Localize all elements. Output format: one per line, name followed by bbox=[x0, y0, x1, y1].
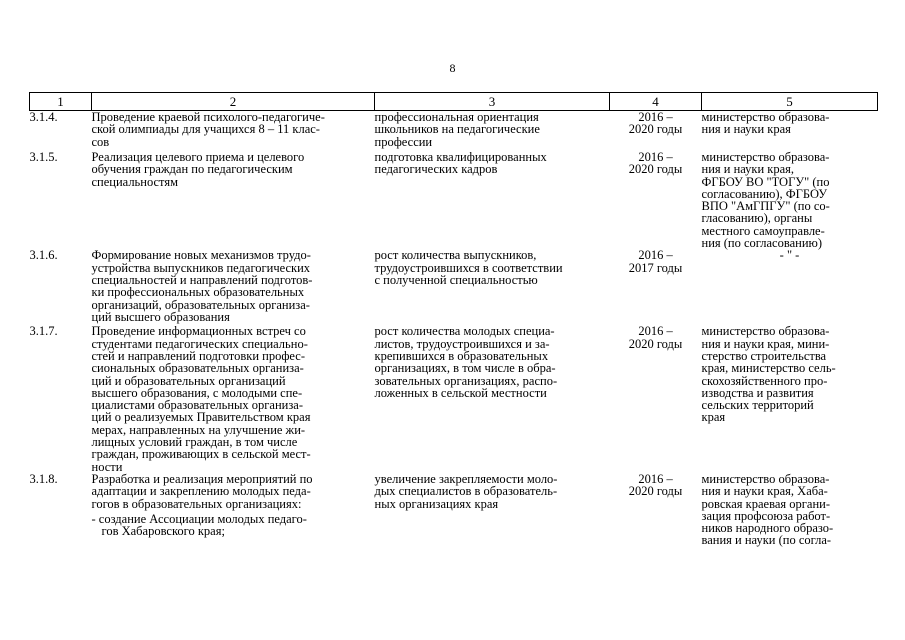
years-cell bbox=[610, 325, 702, 473]
text-line: обучения граждан по педагогическим bbox=[91, 162, 293, 177]
text-line: специальностей и направлений подготов- bbox=[91, 272, 313, 287]
text-line: студентами педагогических специально- bbox=[91, 336, 308, 351]
years-cell bbox=[610, 151, 702, 249]
text-line: организаций, образовательных организа- bbox=[91, 297, 310, 312]
result-cell bbox=[375, 111, 610, 152]
text-line: Разработка и реализация мероприятий по bbox=[91, 471, 313, 486]
column-header-result: 3 bbox=[375, 93, 610, 111]
text-line: ций о реализуемых Правительством края bbox=[91, 410, 311, 425]
executor-cell bbox=[702, 111, 878, 152]
text-line: подготовка квалифицированных bbox=[374, 150, 547, 164]
text-line: ников народного образо- bbox=[701, 521, 834, 536]
text-line: вания и науки (по согла- bbox=[701, 533, 832, 548]
text-line: - создание Ассоциации молодых педаго- bbox=[91, 511, 307, 526]
text-line: 2016 – bbox=[638, 110, 673, 124]
text-line: гласованию), органы bbox=[701, 211, 813, 226]
text-line: 2016 – bbox=[638, 248, 673, 263]
ditto-mark: - " - bbox=[779, 248, 800, 263]
sub-item bbox=[92, 513, 375, 538]
measures-table bbox=[29, 92, 878, 593]
text-line: зация профсоюза работ- bbox=[701, 508, 831, 523]
text-line: мерах, направленных на улучшение жи- bbox=[91, 422, 306, 437]
text-line: сов bbox=[91, 134, 110, 149]
text-line: стей и направлений подготовки профес- bbox=[91, 348, 306, 363]
text-line: трудоустроившихся в соответствии bbox=[374, 260, 563, 275]
table-row bbox=[30, 111, 878, 152]
text-line: организациях, в том числе в обра- bbox=[374, 361, 556, 376]
item-number: 3.1.5. bbox=[29, 150, 58, 164]
table-row bbox=[30, 151, 878, 249]
text-line: с полученной специальностью bbox=[374, 272, 538, 287]
text-line: министерство образова- bbox=[701, 110, 830, 124]
item-number: 3.1.8. bbox=[29, 471, 58, 486]
text-line: ки профессиональных образовательных bbox=[91, 285, 305, 300]
text-line: рост количества молодых специа- bbox=[374, 324, 555, 339]
text-line: высшего образования, с молодыми спе- bbox=[91, 385, 303, 400]
text-line: ния и науки края, Хаба- bbox=[701, 484, 828, 499]
column-header-activity: 2 bbox=[92, 93, 375, 111]
text-line: увеличение закрепляемости моло- bbox=[374, 471, 558, 486]
text-line: педагогических кадров bbox=[374, 162, 498, 177]
text-line: адаптации и закреплению молодых педа- bbox=[91, 484, 311, 499]
table-row bbox=[30, 473, 878, 593]
text-line: министерство образова- bbox=[701, 324, 830, 339]
text-line: специальностям bbox=[91, 174, 179, 189]
text-line: изводства и развития bbox=[701, 385, 814, 400]
column-header-number: 1 bbox=[30, 93, 92, 111]
text-line: гогов в образовательных организациях: bbox=[91, 496, 302, 511]
text-line: стерство строительства bbox=[701, 348, 827, 363]
result-cell bbox=[375, 473, 610, 593]
text-line: ций и образовательных организаций bbox=[91, 373, 286, 388]
executor-cell bbox=[702, 249, 878, 325]
result-cell bbox=[375, 325, 610, 473]
activity-cell bbox=[92, 325, 375, 473]
text-line: скохозяйственного про- bbox=[701, 373, 828, 388]
table-row bbox=[30, 325, 878, 473]
text-line: 2020 годы bbox=[628, 484, 683, 499]
text-line: ния и науки края, bbox=[701, 162, 795, 177]
text-line: зовательных организациях, распо- bbox=[374, 373, 558, 388]
column-header-years: 4 bbox=[610, 93, 702, 111]
text-line: школьников на педагогические bbox=[374, 122, 540, 137]
text-line: согласованию), ФГБОУ bbox=[701, 186, 828, 201]
text-line: ния и науки края bbox=[701, 122, 791, 137]
text-line: рост количества выпускников, bbox=[374, 248, 537, 263]
text-line: дых специалистов в образователь- bbox=[374, 484, 558, 499]
years-cell bbox=[610, 111, 702, 152]
years-cell bbox=[610, 473, 702, 593]
text-line: ФГБОУ ВО "ТОГУ" (по bbox=[701, 174, 830, 189]
text-line: 2016 – bbox=[638, 324, 673, 339]
text-line: профессиональная ориентация bbox=[374, 110, 539, 124]
text-line: 2020 годы bbox=[628, 122, 683, 137]
text-line: граждан, проживающих в сельской мест- bbox=[91, 447, 311, 462]
text-line: 2016 – bbox=[638, 150, 673, 164]
activity-cell bbox=[92, 111, 375, 152]
result-cell bbox=[375, 249, 610, 325]
text-line: ций высшего образования bbox=[91, 309, 230, 324]
executor-cell bbox=[702, 151, 878, 249]
text-line: ровская краевая органи- bbox=[701, 496, 830, 511]
text-line: 2016 – bbox=[638, 471, 673, 486]
text-line: 2020 годы bbox=[628, 336, 683, 351]
activity-cell bbox=[92, 249, 375, 325]
text-line: края bbox=[701, 410, 726, 425]
text-line: Проведение краевой психолого-педагогиче- bbox=[91, 110, 325, 124]
text-line: министерство образова- bbox=[701, 150, 830, 164]
text-line: ской олимпиады для учащихся 8 – 11 клас- bbox=[91, 122, 320, 137]
text-line: крепившихся в образовательных bbox=[374, 348, 549, 363]
page-number: 8 bbox=[449, 61, 456, 75]
text-line: ложенных в сельской местности bbox=[374, 385, 547, 400]
text-line: ния (по согласованию) bbox=[701, 236, 823, 251]
text-line: ния и науки края, мини- bbox=[701, 336, 830, 351]
text-line: циалистами образовательных организа- bbox=[91, 398, 303, 413]
text-line: устройства выпускников педагогических bbox=[91, 260, 311, 275]
text-line: края, министерство сель- bbox=[701, 361, 836, 376]
text-line: 2017 годы bbox=[628, 260, 683, 275]
text-line: министерство образова- bbox=[701, 471, 830, 486]
item-number: 3.1.6. bbox=[29, 248, 58, 263]
text-line: Реализация целевого приема и целевого bbox=[91, 150, 305, 164]
activity-cell bbox=[92, 151, 375, 249]
executor-cell bbox=[702, 325, 878, 473]
text-line: 2020 годы bbox=[628, 162, 683, 177]
text-line: лищных условий граждан, в том числе bbox=[91, 435, 298, 450]
executor-cell bbox=[702, 473, 878, 593]
text-line: профессии bbox=[374, 134, 433, 149]
text-line: сельских территорий bbox=[701, 398, 814, 413]
text-line: ВПО "АмГПГУ" (по со- bbox=[701, 199, 830, 214]
text-line: ных организациях края bbox=[374, 496, 499, 511]
years-cell bbox=[610, 249, 702, 325]
text-line: местного самоуправле- bbox=[701, 223, 825, 238]
result-cell bbox=[375, 151, 610, 249]
text-line: гов Хабаровского края; bbox=[101, 524, 225, 539]
text-line: листов, трудоустроившихся и за- bbox=[374, 336, 550, 351]
column-header-executor: 5 bbox=[702, 93, 878, 111]
text-line: Проведение информационных встреч со bbox=[91, 324, 306, 339]
text-line: сиональных образовательных организа- bbox=[91, 361, 304, 376]
text-line: Формирование новых механизмов трудо- bbox=[91, 248, 311, 263]
item-number: 3.1.4. bbox=[29, 110, 58, 124]
item-number: 3.1.7. bbox=[29, 324, 58, 339]
table-row bbox=[30, 249, 878, 325]
activity-cell bbox=[92, 473, 375, 593]
text-line: ности bbox=[91, 459, 123, 474]
header-row bbox=[30, 93, 878, 111]
